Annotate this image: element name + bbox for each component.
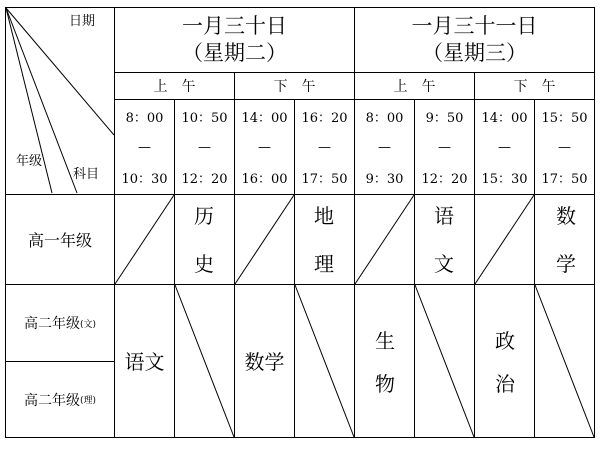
time-slot-6 — [415, 100, 474, 194]
day-weekday: （星期三） — [422, 41, 527, 65]
subject-g1-math-1: 数 — [556, 204, 576, 228]
subject-g1-geography-2: 理 — [314, 252, 334, 276]
time-start: 15：50 — [541, 111, 588, 126]
subject-g2-chinese: 语文 — [124, 349, 165, 374]
half-am-day2: 上 午 — [393, 79, 436, 95]
time-dash: — — [558, 140, 571, 155]
subject-g1-chinese-1: 语 — [434, 204, 454, 228]
subject-g1-history-1: 历 — [194, 204, 214, 228]
grade-name: 高二年级 — [23, 316, 80, 332]
half-am-day1: 上 午 — [153, 79, 196, 95]
time-dash: — — [258, 140, 271, 155]
time-start: 8：00 — [125, 111, 164, 126]
time-start: 14：00 — [481, 111, 528, 126]
time-start: 16：20 — [301, 111, 348, 126]
corner-date-label: 日期 — [68, 13, 95, 29]
day-date: 一月三十一日 — [411, 14, 538, 38]
subject-g2-math: 数学 — [244, 349, 285, 374]
grade-label-g1: 高一年级 — [27, 231, 92, 250]
time-slot-5 — [355, 100, 414, 194]
day-header-jan31 — [355, 8, 594, 72]
subject-g2-biology-1: 生 — [375, 329, 395, 353]
time-start: 10：50 — [181, 111, 228, 126]
time-slot-2 — [175, 100, 234, 194]
subject-g1-history-2: 史 — [194, 252, 214, 276]
grade-label-g2-science — [6, 362, 114, 437]
grade-track: (文) — [79, 319, 97, 330]
time-dash: — — [138, 140, 151, 155]
subject-g2-biology-2: 物 — [375, 372, 395, 396]
subject-g2-politics-2: 治 — [495, 372, 515, 396]
corner-grade-label: 年级 — [15, 153, 42, 169]
time-start: 9：50 — [425, 111, 464, 126]
grade-label-g2-arts — [6, 285, 114, 361]
time-slot-3 — [235, 100, 294, 194]
time-end: 17：50 — [301, 172, 348, 187]
grade-name: 高二年级 — [23, 392, 80, 409]
half-pm-day2: 下 午 — [513, 79, 556, 95]
subject-g2-politics-1: 政 — [495, 329, 515, 353]
time-end: 9：30 — [365, 172, 404, 187]
half-pm-day1: 下 午 — [273, 79, 316, 95]
day-weekday: （星期二） — [182, 41, 287, 65]
subject-g1-chinese-2: 文 — [434, 252, 454, 276]
time-start: 14：00 — [241, 111, 288, 126]
time-dash: — — [378, 140, 391, 155]
time-end: 12：20 — [421, 172, 468, 187]
time-slot-7 — [475, 100, 534, 194]
corner-subject-label: 科目 — [72, 166, 99, 182]
subject-g1-geography-1: 地 — [314, 204, 334, 228]
time-dash: — — [498, 140, 511, 155]
day-header-jan30 — [115, 8, 354, 72]
subject-g1-math-2: 学 — [556, 252, 576, 276]
time-end: 17：50 — [541, 172, 588, 187]
time-slot-8 — [535, 100, 594, 194]
time-dash: — — [198, 140, 211, 155]
time-end: 12：20 — [181, 172, 228, 187]
time-end: 15：30 — [481, 172, 528, 187]
time-end: 16：00 — [241, 172, 288, 187]
time-dash: — — [438, 140, 451, 155]
time-slot-1 — [115, 100, 174, 194]
time-slot-4 — [295, 100, 354, 194]
grade-track: (理) — [79, 396, 97, 406]
day-date: 一月三十日 — [182, 14, 287, 38]
time-end: 10：30 — [121, 172, 168, 187]
time-start: 8：00 — [365, 111, 404, 126]
time-dash: — — [318, 140, 331, 155]
